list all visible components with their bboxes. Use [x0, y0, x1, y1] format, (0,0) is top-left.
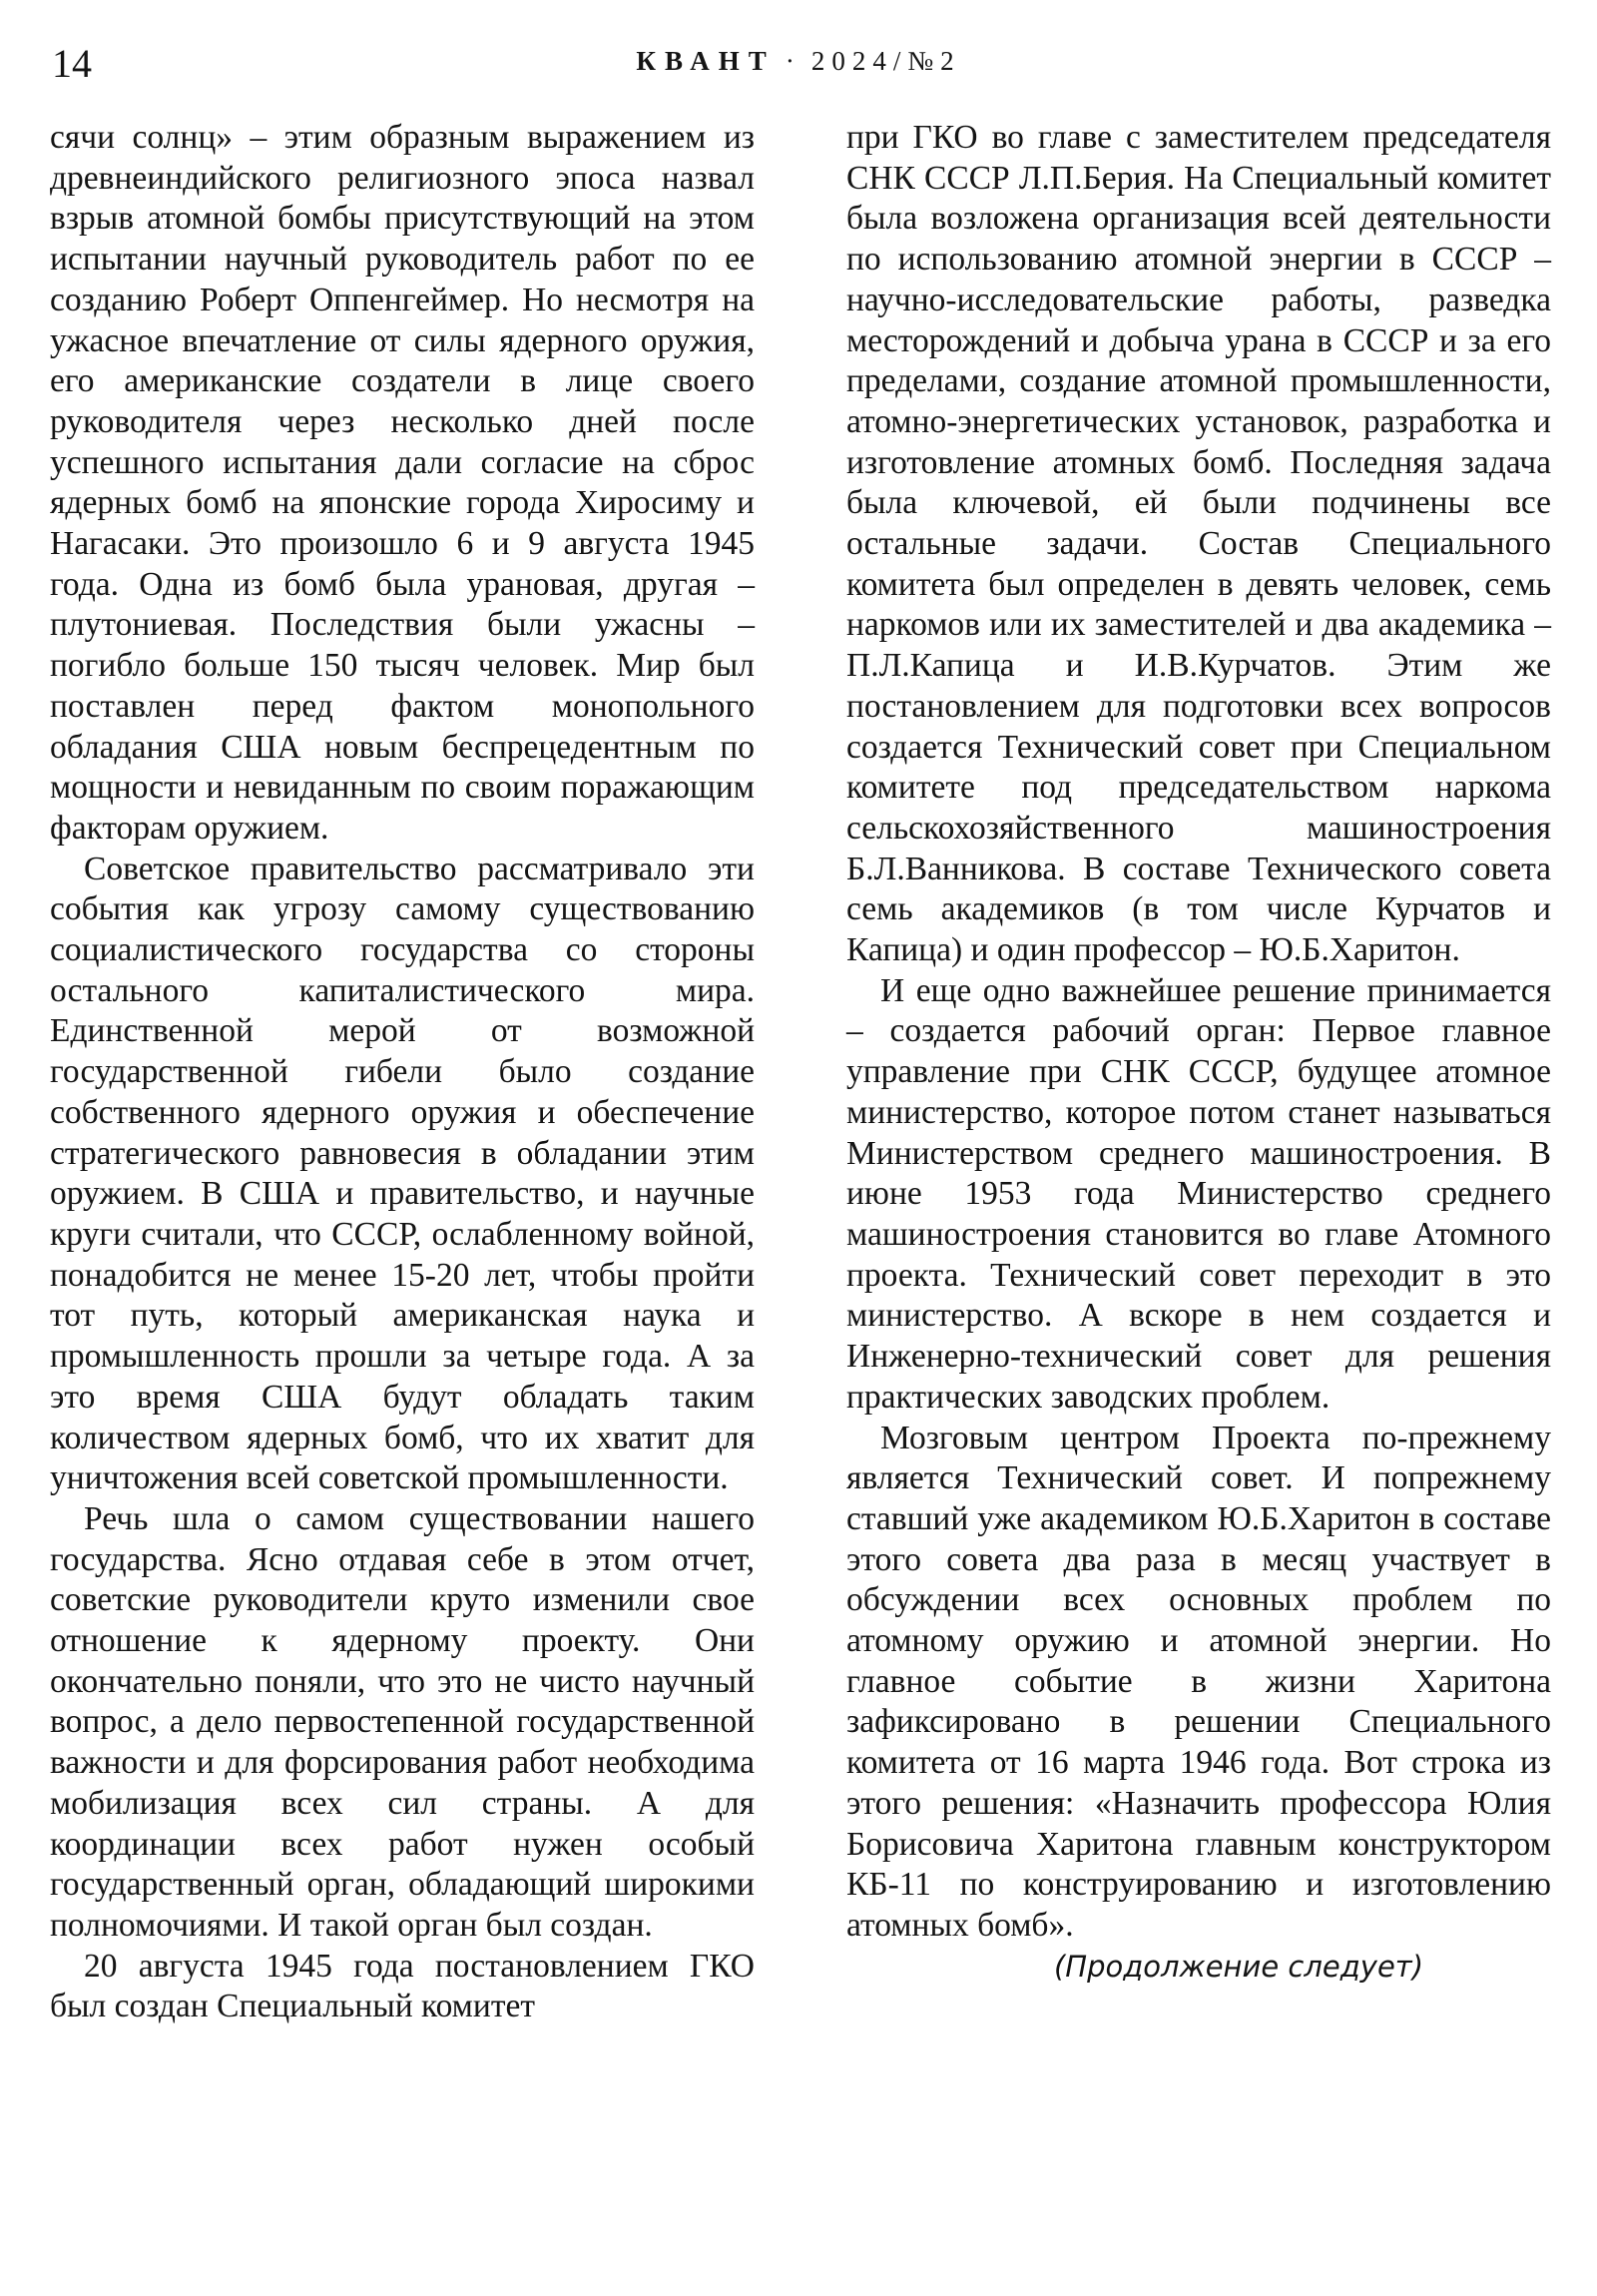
paragraph: 20 августа 1945 года постановлением ГКО был создан Специальный комитет	[50, 1947, 755, 2025]
paragraph: Советское правительство рассматривало эти события как угрозу самому существованию социалистического государства со стороны остального капиталистического мира. Единственной мерой от возможной государственной гибели было создание собственного ядерного оружия и обеспечение стратегического равновесия в обладании этим оружием. В США и правительство, и научные круги считали, что СССР, ослабленному войной, понадобится не менее 15-20 лет, чтобы пройти тот путь, который американская наука и промышленность прошли за четыре года. А за это время США будут обладать таким количеством ядерных бомб, что их хватит для уничтожения всей советской промышленности.	[50, 850, 755, 1497]
journal-title: КВАНТ	[636, 46, 776, 76]
page-number: 14	[52, 41, 92, 86]
left-column	[50, 118, 755, 2027]
issue-number: 2024/№2	[810, 46, 961, 76]
header-separator: ·	[785, 46, 801, 76]
running-head	[0, 48, 1597, 75]
paragraph: при ГКО во главе с заместителем председателя СНК СССР Л.П.Берия. На Специальный комитет была возложена организация всей деятельности по использованию атомной энергии в СССР – научно-исследовательские работы, разведка месторождений и добыча урана в СССР и за его пределами, создание атомной промышленности, атомно-энергетических установок, разработка и изготовление атомных бомб. Последняя задача была ключевой, ей были подчинены все остальные задачи. Состав Специального комитета был определен в девять человек, семь наркомов или их заместителей и два академика – П.Л.Капица и И.В.Курчатов. Этим же постановлением для подготовки всех вопросов создается Технический совет при Специальном комитете под председательством наркома сельскохозяйственного машиностроения Б.Л.Ванникова. В составе Технического совета семь академиков (в том числе Курчатов и Капица) и один профессор – Ю.Б.Харитон.	[846, 119, 1551, 969]
paragraph: И еще одно важнейшее решение принимается – создается рабочий орган: Первое главное управление при СНК СССР, будущее атомное министерство, которое потом станет называться Министерством среднего машиностроения. В июне 1953 года Министерство среднего машиностроения становится во главе Атомного проекта. Технический совет переходит в это министерство. А вскоре в нем создается и Инженерно-технический совет для решения практических заводских проблем.	[846, 971, 1551, 1416]
continued-note: (Продолжение следует)	[1053, 1949, 1424, 1984]
paragraph: Речь шла о самом существовании нашего государства. Ясно отдавая себе в этом отчет, советские руководители круто изменили свое отношение к ядерному проекту. Они окончательно поняли, что это не чисто научный вопрос, а дело первостепенной государственной важности и для форсирования работ необходима мобилизация всех сил страны. А для координации всех работ нужен особый государственный орган, обладающий широкими полномочиями. И такой орган был создан.	[50, 1499, 755, 1944]
right-column	[846, 118, 1551, 1987]
paragraph: Мозговым центром Проекта по-прежнему является Технический совет. И попрежнему ставший уже академиком Ю.Б.Харитон в составе этого совета два раза в месяц участвует в обсуждении всех основных проблем по атомному оружию и атомной энергии. Но главное событие в жизни Харитона зафиксировано в решении Специального комитета от 16 марта 1946 года. Вот строка из этого решения: «Назначить профессора Юлия Борисовича Харитона главным конструктором КБ-11 по конструированию и изготовлению атомных бомб».	[846, 1419, 1551, 1944]
paragraph: сячи солнц» – этим образным выражением из древнеиндийского религиозного эпоса назвал взрыв атомной бомбы присутствующий на этом испытании научный руководитель работ по ее созданию Роберт Оппенгеймер. Но несмотря на ужасное впечатление от силы ядерного оружия, его американские создатели в лице своего руководителя через несколько дней после успешного испытания дали согласие на сброс ядерных бомб на японские города Хиросиму и Нагасаки. Это произошло 6 и 9 августа 1945 года. Одна из бомб была урановая, другая – плутониевая. Последствия были ужасны – погибло больше 150 тысяч человек. Мир был поставлен перед фактом монопольного обладания США новым беспрецедентным по мощности и невиданным по своим поражающим факторам оружием.	[50, 119, 755, 847]
